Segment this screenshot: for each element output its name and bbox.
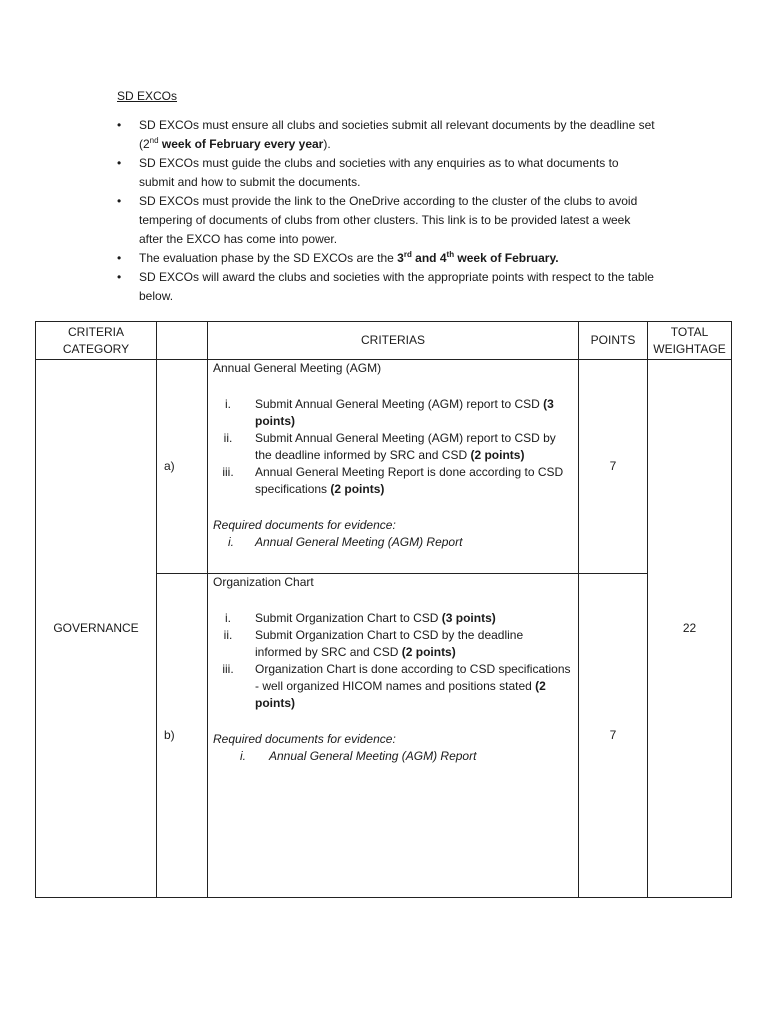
criteria-item: ii. Submit Organization Chart to CSD by the deadline informed by SRC and CSD (2 points)	[223, 628, 524, 659]
evidence-item: i. Annual General Meeting (AGM) Report	[228, 535, 463, 549]
header-points: POINTS	[590, 333, 636, 347]
evidence-item: i. Annual General Meeting (AGM) Report	[240, 749, 477, 763]
header-criterias: CRITERIAS	[360, 333, 425, 347]
evidence-label: Required documents for evidence:	[213, 732, 396, 746]
row-points: 7	[609, 728, 617, 742]
evidence-list	[213, 534, 573, 551]
row-label: a)	[164, 459, 175, 473]
bullet-dot-icon: •	[117, 156, 122, 170]
criteria-item: i. Submit Organization Chart to CSD (3 points)	[225, 611, 496, 625]
criteria-title: Annual General Meeting (AGM)	[213, 361, 382, 375]
bullet-item: • SD EXCOs must ensure all clubs and societies submit all relevant documents by the deadline set (2nd week of February every year).	[117, 118, 655, 151]
row-points: 7	[609, 459, 617, 473]
evidence-list	[213, 748, 573, 765]
criteria-list	[213, 396, 573, 498]
criteria-item: iii. Organization Chart is done according to CSD specifications - well organized HICOM names and positions stated (2 points)	[222, 662, 571, 710]
bullet-dot-icon: •	[117, 118, 122, 132]
row-criteria-agm	[213, 360, 573, 551]
bullet-dot-icon: •	[117, 194, 122, 208]
row-criteria-org-chart	[213, 574, 573, 765]
criteria-item: iii. Annual General Meeting Report is done according to CSD specifications (2 points)	[222, 465, 564, 496]
criteria-title: Organization Chart	[213, 575, 314, 589]
bullet-item: • SD EXCOs will award the clubs and societies with the appropriate points with respect to the table below.	[117, 270, 654, 303]
bullet-item: • SD EXCOs must provide the link to the OneDrive according to the cluster of the clubs to avoid tempering of documents of clubs from other clusters. This link is to be provided latest a week after the EXCO has come into power.	[117, 194, 638, 246]
row-label: b)	[164, 728, 175, 742]
bullet-dot-icon: •	[117, 270, 122, 284]
bullet-list	[115, 116, 655, 306]
bullet-item: • The evaluation phase by the SD EXCOs are the 3rd and 4th week of February.	[115, 249, 655, 268]
category-governance: GOVERNANCE	[53, 621, 139, 635]
evidence-label: Required documents for evidence:	[213, 518, 396, 532]
header-total-weightage: TOTAL WEIGHTAGE	[653, 324, 726, 356]
criteria-item: ii. Submit Annual General Meeting (AGM) report to CSD by the deadline informed by SRC and CSD (2 points)	[223, 431, 556, 462]
total-weightage-value: 22	[682, 621, 697, 635]
header-criteria-category: CRITERIA CATEGORY	[62, 324, 130, 356]
section-heading: SD EXCOs	[117, 89, 178, 103]
bullet-item: • SD EXCOs must guide the clubs and societies with any enquiries as to what documents to submit and how to submit the documents.	[117, 156, 619, 189]
criteria-item: i. Submit Annual General Meeting (AGM) report to CSD (3 points)	[225, 397, 554, 428]
bullet-dot-icon: •	[117, 251, 122, 265]
criteria-table	[35, 321, 732, 898]
criteria-list	[213, 610, 573, 712]
